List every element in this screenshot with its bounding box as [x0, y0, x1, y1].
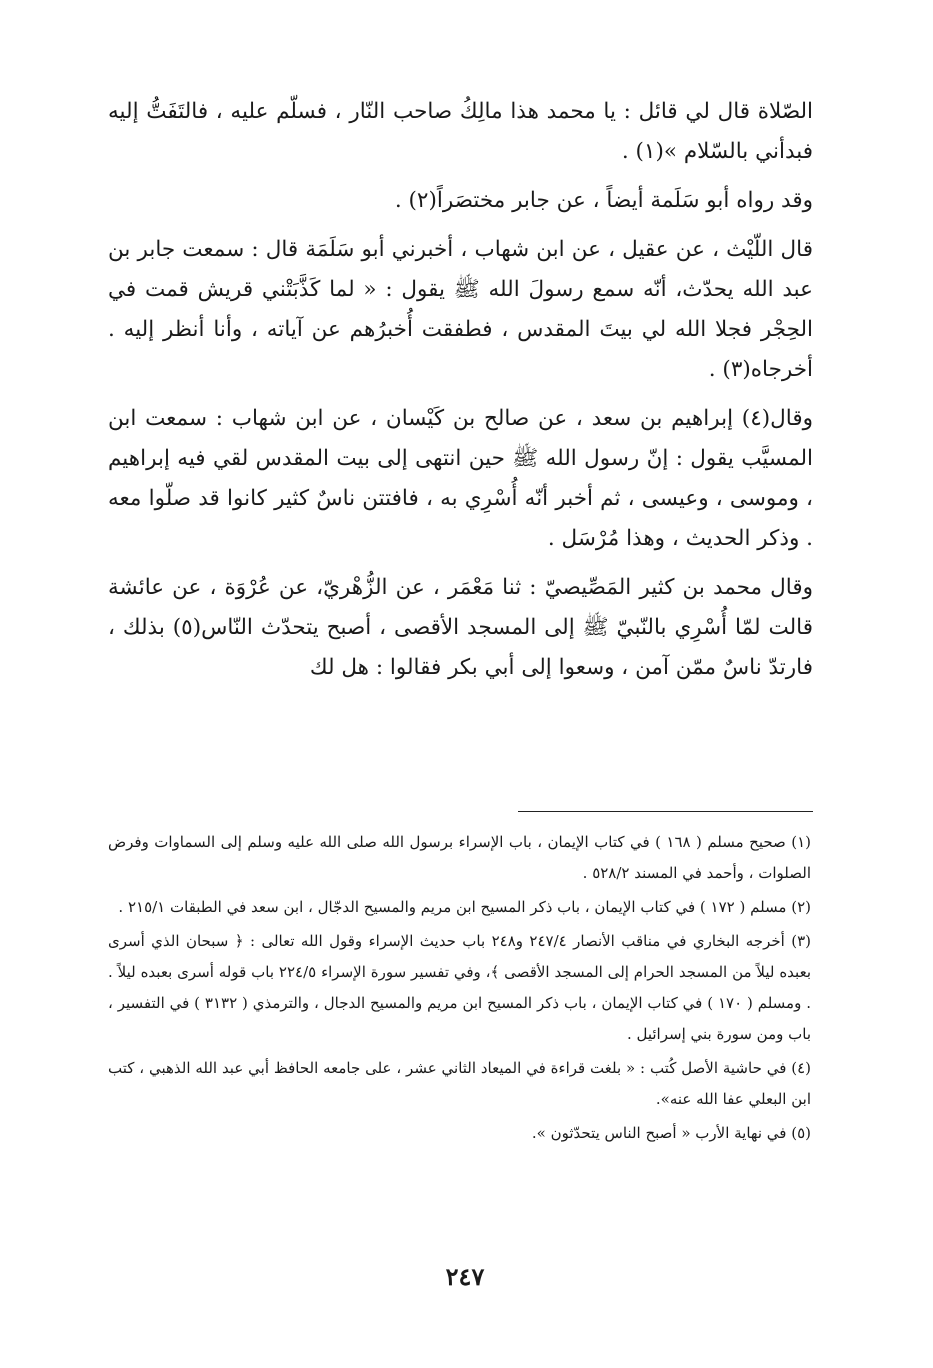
footnote-5: (٥) في نهاية الأرب « أصبح الناس يتحدّثون ». — [531, 1124, 811, 1142]
footnote-divider — [518, 811, 813, 812]
paragraph-3: قال اللّيْث ، عن عقيل ، عن ابن شهاب ، أخبرني أبو سَلَمَة قال : سمعت جابر بن عبد الله يحدّث، أنّه سمع رسولَ الله ﷺ يقول : « لما كَذَّبَتْني قريش قمت في الحِجْر فجلا الله لي بيتَ المقدس ، فطفقت أُخبرُهم عن آياته ، وأنا أنظر إليه . أخرجاه(٣) . — [108, 237, 813, 382]
page-number: ٢٤٧ — [445, 1262, 485, 1291]
paragraph-4: وقال(٤) إبراهيم بن سعد ، عن صالح بن كَيْسان ، عن ابن شهاب : سمعت ابن المسيَّب يقول : إنّ رسول الله ﷺ حين انتهى إلى بيت المقدس لقي فيه إبراهيم ، وموسى ، وعيسى ، ثم أخبر أنّه أُسْرِي به ، فافتتن ناسٌ كثير كانوا قد صلّوا معه . وذكر الحديث ، وهذا مُرْسَل . — [108, 406, 813, 551]
footnote-2: (٢) مسلم ( ١٧٢ ) في كتاب الإيمان ، باب ذكر المسيح ابن مريم والمسيح الدجّال ، ابن سعد في الطبقات ٢١٥/١ . — [118, 898, 811, 916]
paragraph-5: وقال محمد بن كثير المَصِّيصيّ : ثنا مَعْمَر ، عن الزُّهْريّ، عن عُرْوَة ، عن عائشة قالت لمّا أُسْرِي بالنّبيّ ﷺ إلى المسجد الأقصى ، أصبح يتحدّث النّاس(٥) بذلك ، فارتدّ ناسٌ ممّن آمن ، وسعوا إلى أبي بكر فقالوا : هل لك — [108, 575, 814, 680]
main-text — [108, 92, 813, 688]
paragraph-1: الصّلاة قال لي قائل : يا محمد هذا مالِكُ صاحب النّار ، فسلّم عليه ، فالتَفَتُّ إليه فبدأني بالسّلام »(١) . — [108, 99, 813, 164]
footnotes — [108, 827, 813, 1152]
footnote-4: (٤) في حاشية الأصل كُتب : « بلغت قراءة في الميعاد الثاني عشر ، على جامعه الحافظ أبي عبد الله الذهبي ، كتب ابن البعلي عفا الله عنه». — [108, 1059, 811, 1108]
footnote-3: (٣) أخرجه البخاري في مناقب الأنصار ٢٤٧/٤ و٢٤٨ باب حديث الإسراء وقول الله تعالى : ﴿ سبحان الذي أسرى بعبده ليلاً من المسجد الحرام إلى المسجد الأقصى ﴾، وفي تفسير سورة الإسراء ٢٢٤/٥ باب قوله أسرى بعبده ليلاً . . ومسلم ( ١٧٠ ) في كتاب الإيمان ، باب ذكر المسيح ابن مريم والمسيح الدجال ، والترمذي ( ٣١٣٢ ) في التفسير ، باب ومن سورة بني إسرائيل . — [108, 932, 811, 1043]
page-body — [108, 92, 813, 688]
footnote-1: (١) صحيح مسلم ( ١٦٨ ) في كتاب الإيمان ، باب الإسراء برسول الله صلى الله عليه وسلم إلى السماوات وفرض الصلوات ، وأحمد في المسند ٥٢٨/٢ . — [108, 833, 812, 882]
paragraph-2: وقد رواه أبو سَلَمة أيضاً ، عن جابر مختصَراً(٢) . — [394, 188, 813, 213]
